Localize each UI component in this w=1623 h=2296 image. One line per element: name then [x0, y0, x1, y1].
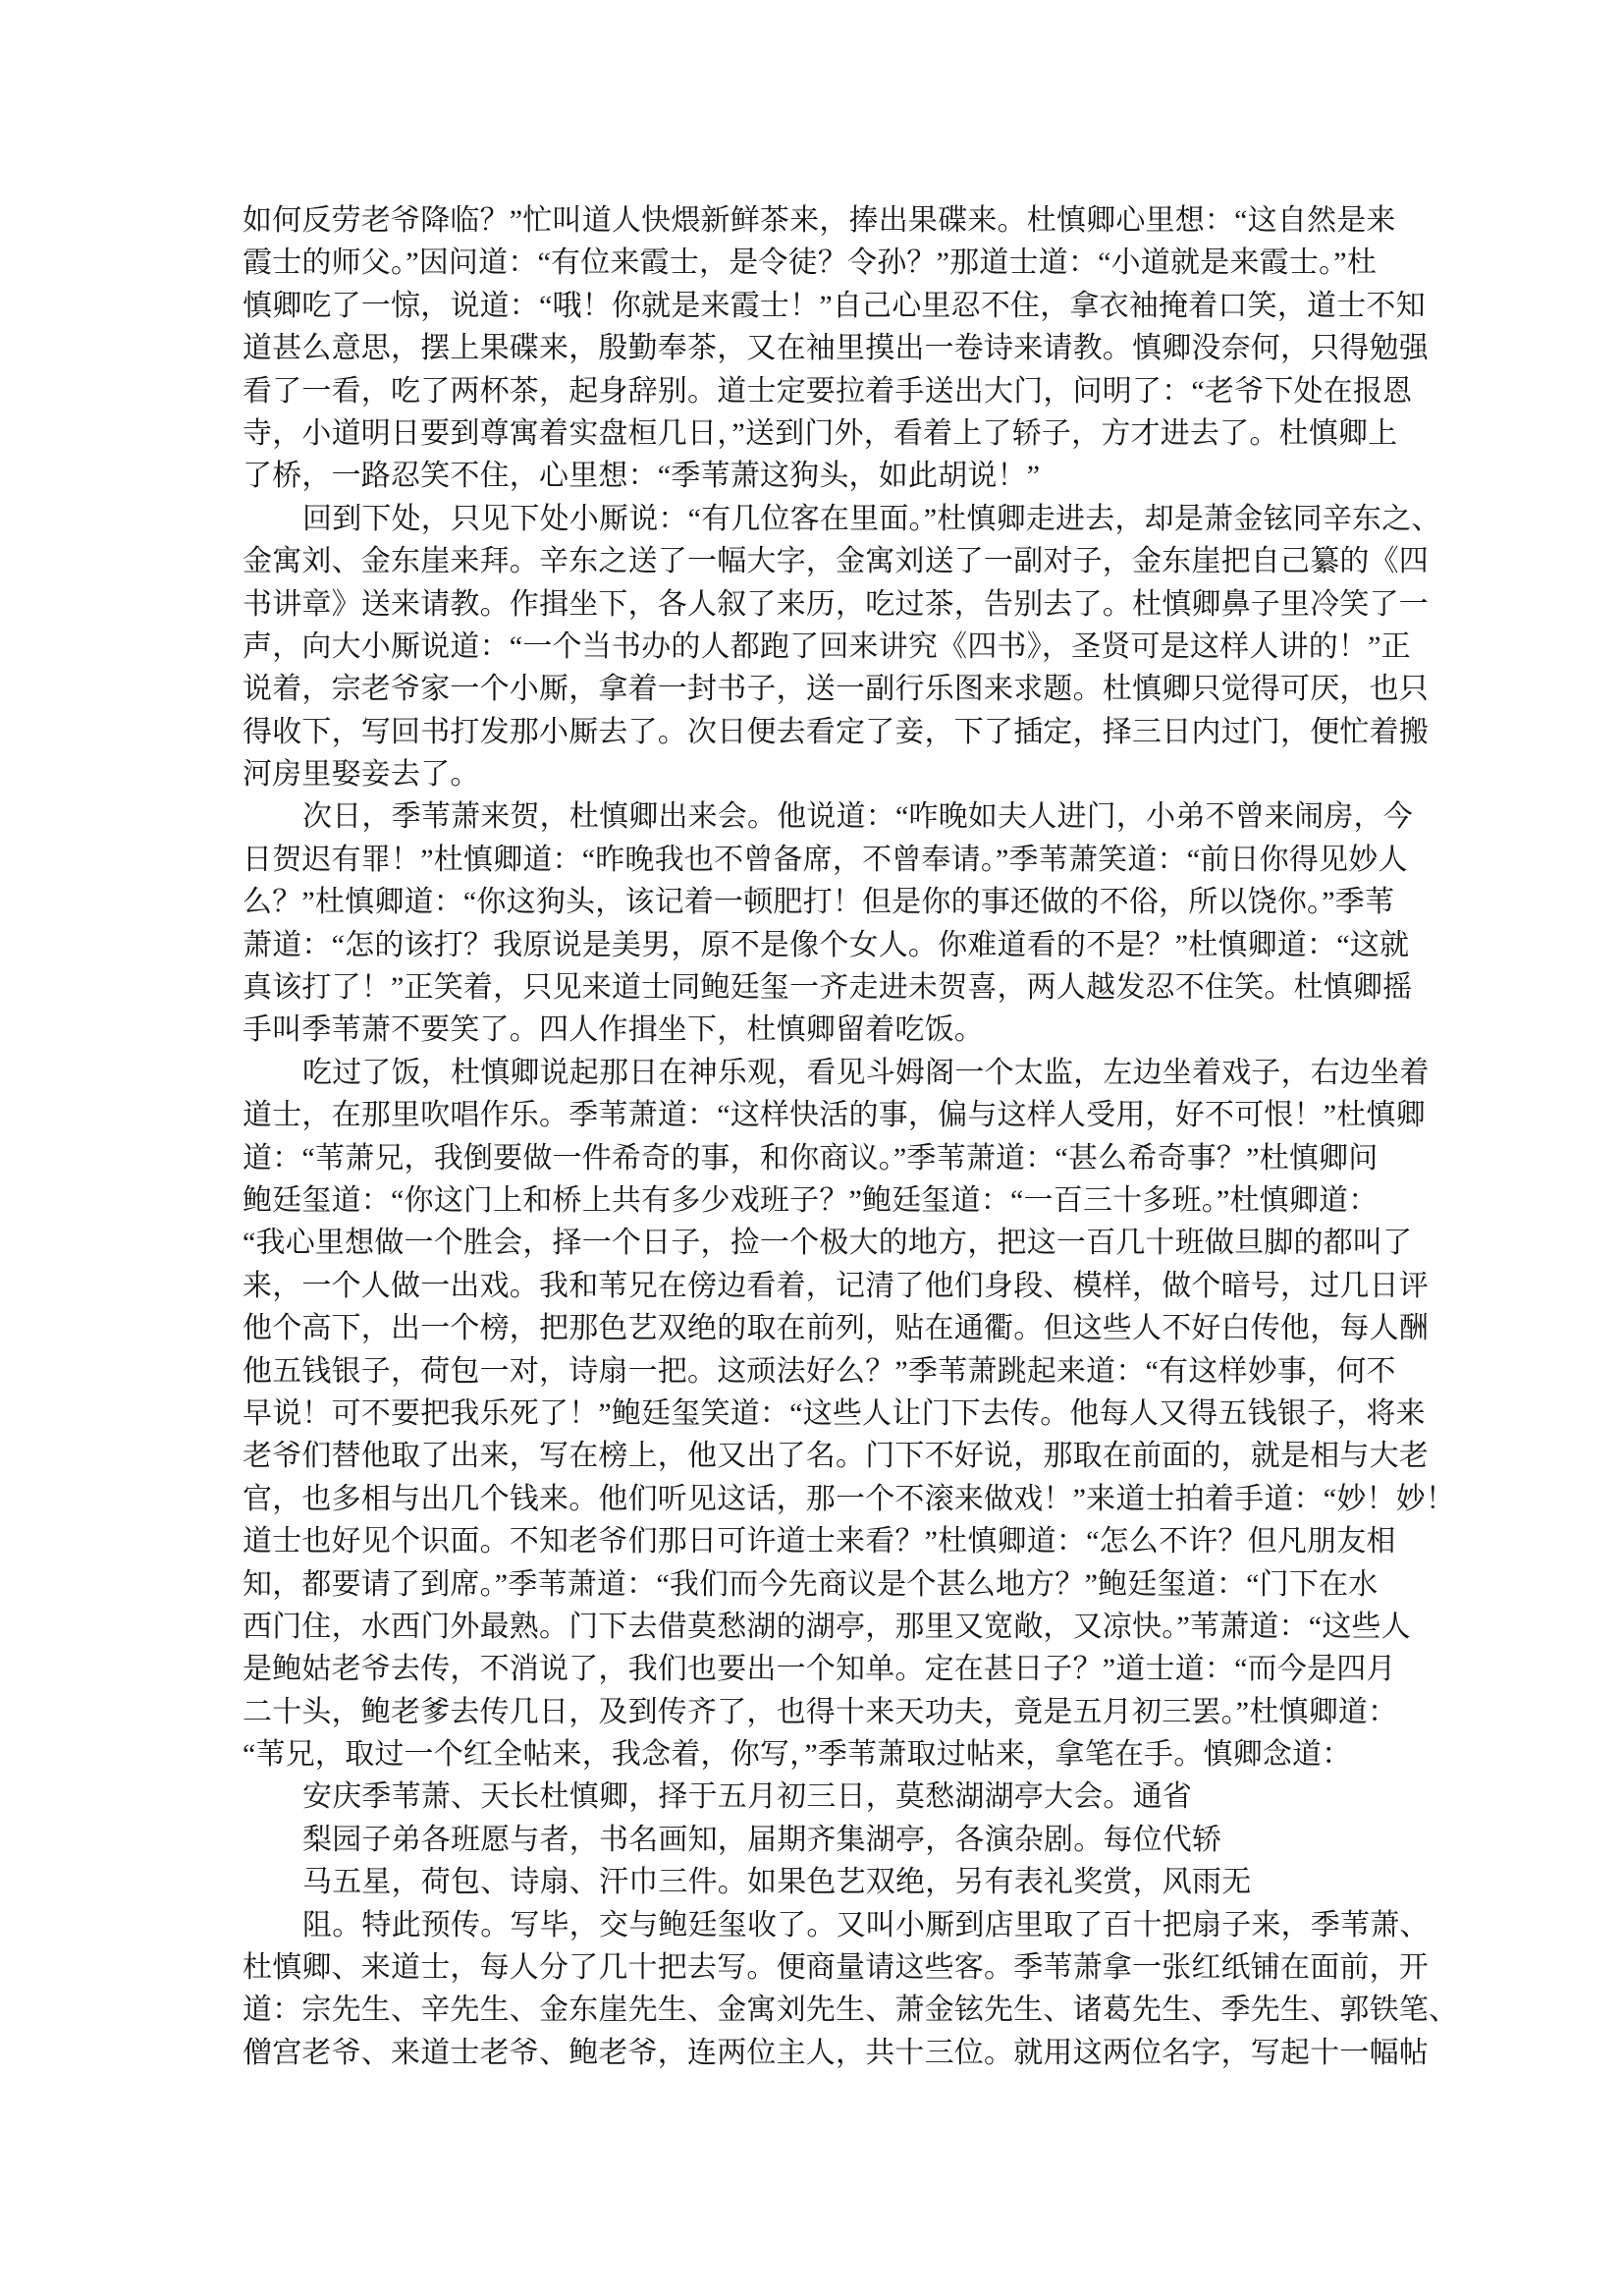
text-line: 道士，在那里吹唱作乐。季苇萧道：“这样快活的事，偏与这样人受用，好不可恨！”杜慎卿	[243, 1099, 1426, 1132]
text-line: 看了一看，吃了两杯茶，起身辞别。道士定要拉着手送出大门，问明了：“老爷下处在报恩	[243, 374, 1413, 408]
text-line: 次日，季苇萧来贺，杜慎卿出来会。他说道：“咋晚如夫人进门，小弟不曾来闹房，今	[302, 800, 1413, 834]
text-line: 霞士的师父。”因问道：“有位来霞士，是令徒？令孙？”那道士道：“小道就是来霞士。”杜	[243, 246, 1377, 280]
text-line: 西门住，水西门外最熟。门下去借莫愁湖的湖亭，那里又宽敞，又凉快。”苇萧道：“这些人	[243, 1610, 1411, 1643]
text-line: 梨园子弟各班愿与者，书名画知，届期齐集湖亭，各演杂剧。每位代轿	[302, 1823, 1222, 1856]
paragraph-4-continuation	[243, 1904, 1459, 2075]
text-line: 金寓刘、金东崖来拜。辛东之送了一幅大字，金寓刘送了一副对子，金东崖把自己纂的《四	[243, 545, 1429, 578]
text-line: 寺，小道明日要到尊寓着实盘桓几日，”送到门外，看着上了轿子，方才进去了。杜慎卿上	[243, 416, 1398, 450]
paragraph-4	[243, 1052, 1456, 1777]
text-line: 书讲章》送来请教。作揖坐下，各人叙了来历，吃过茶，告别去了。杜慎卿鼻子里冷笑了一	[243, 587, 1429, 621]
text-line: 得收下，写回书打发那小厮去了。次日便去看定了妾，下了插定，择三日内过门，便忙着搬	[243, 715, 1429, 748]
text-line: 阻。特此预传。写毕，交与鲍廷玺收了。又叫小厮到店里取了百十把扇子来，季苇萧、	[302, 1908, 1430, 1941]
text-line: “苇兄，取过一个红全帖来，我念着，你写，”季苇萧取过帖来，拿笔在手。慎卿念道：	[243, 1738, 1352, 1772]
text-line: 鲍廷玺道：“你这门上和桥上共有多少戏班子？”鲍廷玺道：“一百三十多班。”杜慎卿道：	[243, 1183, 1379, 1217]
text-line: 来，一个人做一出戏。我和苇兄在傍边看着，记清了他们身段、模样，做个暗号，过几日评	[243, 1269, 1429, 1302]
text-line: 日贺迟有罪！”杜慎卿道：“昨晚我也不曾备席，不曾奉请。”季苇萧笑道：“前日你得见妙人	[243, 843, 1408, 876]
text-line: 是鲍姑老爷去传，不消说了，我们也要出一个知单。定在甚日子？”道士道：“而今是四月	[243, 1653, 1396, 1686]
text-line: 道：宗先生、辛先生、金东崖先生、金寓刘先生、萧金铉先生、诸葛先生、季先生、郭铁笔、	[243, 1994, 1459, 2027]
text-line: 了桥，一路忍笑不住，心里想：“季苇萧这狗头，如此胡说！”	[243, 460, 1041, 493]
text-line: 么？”杜慎卿道：“你这狗头，该记着一顿肥打！但是你的事还做的不俗，所以饶你。”季苇	[243, 886, 1395, 919]
text-line: 河房里娶妾去了。	[243, 758, 480, 792]
text-line: 安庆季苇萧、天长杜慎卿，择于五月初三日，莫愁湖湖亭大会。通省	[302, 1780, 1192, 1814]
text-line: 吃过了饭，杜慎卿说起那日在神乐观，看见斗姆阁一个太监，左边坐着戏子，右边坐着	[302, 1056, 1430, 1089]
text-line: 回到下处，只见下处小厮说：“有几位客在里面。”杜慎卿走进去，却是萧金铉同辛东之、	[302, 502, 1441, 535]
text-column	[243, 199, 1459, 2074]
text-line: 如何反劳老爷降临？”忙叫道人快煨新鲜茶来，捧出果碟来。杜慎卿心里想：“这自然是来	[243, 204, 1396, 237]
text-line: 声，向大小厮说道：“一个当书办的人都跑了回来讲究《四书》，圣贤可是这样人讲的！”正	[243, 629, 1411, 663]
invitation-notice	[243, 1776, 1381, 1903]
text-line: 他五钱银子，荷包一对，诗扇一把。这顽法好么？”季苇萧跳起来道：“有这样妙事，何不	[243, 1354, 1396, 1388]
text-line: 道士也好见个识面。不知老爷们那日可许道士来看？”杜慎卿道：“怎么不许？但凡朋友相	[243, 1525, 1396, 1558]
text-line: 早说！可不要把我乐死了！”鲍廷玺笑道：“这些人让门下去传。他每人又得五钱银子，将来	[243, 1396, 1426, 1430]
text-line: 手叫季苇萧不要笑了。四人作揖坐下，杜慎卿留着吃饭。	[243, 1013, 984, 1047]
text-line: 马五星，荷包、诗扇、汗巾三件。如果色艺双绝，另有表礼奖赏，风雨无	[302, 1866, 1252, 1899]
text-line: 萧道：“怎的该打？我原说是美男，原不是像个女人。你难道看的不是？”杜慎卿道：“这就	[243, 928, 1410, 961]
text-line: “我心里想做一个胜会，择一个日子，捡一个极大的地方，把这一百几十班做旦脚的都叫了	[243, 1227, 1413, 1260]
text-line: 僧宫老爷、来道士老爷、鲍老爷，连两位主人，共十三位。就用这两位名字，写起十一幅帖	[243, 2036, 1429, 2069]
paragraph-3	[243, 795, 1413, 1051]
text-line: 真该打了！”正笑着，只见来道士同鲍廷玺一齐走进未贺喜，两人越发忍不住笑。杜慎卿摇	[243, 971, 1413, 1005]
text-line: 官，也多相与出几个钱来。他们听见这话，那一个不滚来做戏！”来道士拍着手道：“妙！妙！	[243, 1482, 1456, 1515]
text-line: 他个高下，出一个榜，把那色艺双绝的取在前列，贴在通衢。但这些人不好白传他，每人酬	[243, 1312, 1429, 1345]
text-line: 慎卿吃了一惊，说道：“哦！你就是来霞士！”自己心里忍不住，拿衣袖掩着口笑，道士不知	[243, 289, 1426, 322]
text-line: 道甚么意思，摆上果碟来，殷勤奉茶，又在袖里摸出一卷诗来请教。慎卿没奈何，只得勉强	[243, 332, 1429, 365]
text-line: 道：“苇萧兄，我倒要做一件希奇的事，和你商议。”季苇萧道：“甚么希奇事？”杜慎卿问	[243, 1141, 1379, 1175]
paragraph-1	[243, 199, 1429, 498]
text-line: 二十头，鲍老爹去传几日，及到传齐了，也得十来天功夫，竟是五月初三罢。”杜慎卿道：	[243, 1695, 1398, 1728]
paragraph-2	[243, 498, 1441, 796]
text-line: 知，都要请了到席。”季苇萧道：“我们而今先商议是个甚么地方？”鲍廷玺道：“门下在水	[243, 1567, 1379, 1601]
text-line: 老爷们替他取了出来，写在榜上，他又出了名。门下不好说，那取在前面的，就是相与大老	[243, 1440, 1429, 1473]
text-line: 杜慎卿、来道士，每人分了几十把去写。便商量请这些客。季苇萧拿一张红纸铺在面前，开	[243, 1951, 1429, 1985]
text-line: 说着，宗老爷家一个小厮，拿着一封书子，送一副行乐图来求题。杜慎卿只觉得可厌，也只	[243, 673, 1429, 706]
